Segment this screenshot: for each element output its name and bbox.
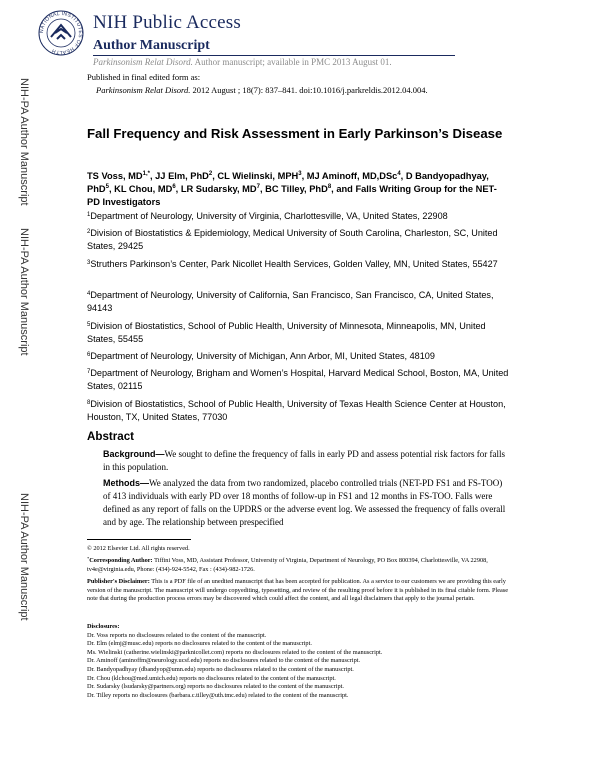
affiliation-number: 3 [87,260,91,266]
affiliation-text: Department of Neurology, University of California, San Francisco, San Francisco, CA, United States, 94143 [87,290,494,313]
affiliation-text: Division of Biostatistics, School of Public Health, University of Texas Health Science Center at Houston, Houston, TX, United States, 77030 [87,399,506,422]
affiliation-number: 2 [87,229,91,235]
disclosure-item: Dr. Chou (klchou@med.umich.edu) reports no disclosures related to the content of the manuscript. [87,674,336,682]
disclosure-item: Dr. Tilley reports no disclosures (barbara.c.tilley@uth.tmc.edu) related to the content of the manuscript. [87,691,349,699]
methods-text: We analyzed the data from two randomized, placebo controlled trials (NET-PD FS1 and FS-TOO) of 413 individuals with early PD over 18 months of follow-up in FS1 and 12 months in FS-TOO. Falls were defined as any report of falls on the UPDRS or the adverse event log. We assessed the frequency of falls overall and by age. The relationship between prespecified [103,478,506,527]
affiliation-text: Division of Biostatistics & Epidemiology, Medical University of South Carolina, Charleston, SC, United States, 29425 [87,228,498,251]
corresponding-label: Corresponding Author: [89,557,153,564]
author-name: JJ Elm, PhD [155,171,209,181]
affiliation-item [87,289,512,314]
disclosure-item: Dr. Bandyopadhyay (dbandyop@umn.edu) reports no disclosures related to the content of the manuscript. [87,665,354,673]
affiliation-text: Department of Neurology, University of Michigan, Ann Arbor, MI, United States, 48109 [90,351,435,361]
abstract-methods [103,477,508,529]
disclosures-label: Disclosures: [87,623,120,630]
abstract-background [103,448,508,474]
side-label: NIH-PA Author Manuscript [18,78,30,206]
disclosure-item: Dr. Sudarsky (lsudarsky@partners.org) reports no disclosures related to the content of the manuscript. [87,683,344,691]
author-group: and Falls Writing Group for the NET-PD Investigators [87,184,497,207]
methods-label: Methods— [103,478,149,488]
abstract-heading: Abstract [87,430,135,443]
affiliation-item [87,320,512,345]
affiliation-text: Department of Neurology, University of Virginia, Charlottesville, VA, United States, 22908 [90,211,448,221]
affiliation-text: Division of Biostatistics, School of Public Health, University of Minnesota, Minneapolis, MN, United States, 55455 [87,321,486,344]
footnote-divider [87,539,191,540]
affiliation-number: 6 [87,352,91,358]
svg-text:NATIONAL INSTITUTES OF HEALTH: NATIONAL INSTITUTES OF HEALTH [38,10,84,56]
author-name: MJ Aminoff, MD,DSc [306,171,398,181]
nih-logo [38,10,84,56]
author-affiliation-marker: 7 [256,184,260,190]
background-text: We sought to define the frequency of falls in early PD and assess potential risk factors for falls in this population. [103,449,505,472]
disclaimer-label: Publisher's Disclaimer: [87,578,150,585]
affiliation-item [87,398,512,423]
disclosure-item: Dr. Aminoff (aminoffm@neurology.ucsf.edu) reports no disclosures related to the content of the manuscript. [87,657,361,665]
citation-journal: Parkinsonism Relat Disord. [96,85,191,95]
author-affiliation-marker: 2 [208,171,213,177]
publication-label: Published in final edited form as: [87,72,201,82]
availability-text: Author manuscript; available in PMC 2013 August 01. [192,57,392,67]
journal-availability-line [93,57,392,67]
author-name: CL Wielinski, MPH [217,171,299,181]
author-name: LR Sudarsky, MD [180,184,257,194]
affiliation-item [87,210,512,223]
side-label: NIH-PA Author Manuscript [18,228,30,356]
affiliation-number: 4 [87,291,91,297]
author-affiliation-marker: 4 [397,171,401,177]
disclosure-item: Dr. Voss reports no disclosures related to the content of the manuscript. [87,631,267,639]
author-name: TS Voss, MD [87,171,143,181]
affiliation-number: 1 [87,212,91,218]
author-name: BC Tilley, PhD [265,184,328,194]
disclosure-item: Ms. Wielinski (catherine.wielinski@parknicollet.com) reports no disclosures related to the content of the manuscript. [87,648,383,656]
corresponding-text: Tiffini Voss, MD, Assistant Professor, University of Virginia, Department of Neurology, PO Box 800394, Charlottesville, VA 22908, tv4e@virginia.edu, Phone: (434)-924-5542, Fax : (434)-982-1726. [87,557,488,573]
copyright-notice: © 2012 Elsevier Ltd. All rights reserved. [87,545,190,552]
disclosure-list [87,632,512,701]
affiliation-text: Department of Neurology, Brigham and Women’s Hospital, Harvard Medical School, Boston, MA, United States, 02115 [87,368,509,391]
author-affiliation-marker: 6 [172,184,176,190]
disclosure-item: Dr. Elm (elmj@musc.edu) reports no disclosures related to the content of the manuscript. [87,640,312,648]
citation-details: 2012 August ; 18(7): 837–841. doi:10.1016/j.parkreldis.2012.04.004. [190,85,428,95]
affiliation-number: 5 [87,322,91,328]
publisher-disclaimer [87,578,512,604]
corresponding-marker: * [87,556,90,561]
background-label: Background— [103,449,165,459]
publication-citation [96,85,428,95]
header-divider [93,55,455,56]
affiliation-item [87,367,512,392]
affiliation-number: 8 [87,400,91,406]
affiliation-item [87,227,512,252]
author-name: KL Chou, MD [114,184,173,194]
affiliation-item [87,258,512,271]
author-affiliation-marker: 8 [327,184,332,190]
journal-name: Parkinsonism Relat Disord. [93,57,193,67]
side-label: NIH-PA Author Manuscript [18,493,30,621]
article-title: Fall Frequency and Risk Assessment in Early Parkinson’s Disease [87,126,503,141]
affiliation-text: Struthers Parkinson’s Center, Park Nicollet Health Services, Golden Valley, MN, United States, 55427 [90,259,498,269]
author-list: TS Voss, $MD^{1,*}$, JJ Elm, PhD$^2$, CL Wielinski, MPH$^3$, MJ Aminoff, MD,DSc$^4$, D Bandyopadhyay, PhD$^5$, KL Chou, $MD^6$, LR Sudarsky, $MD^7$, BC Tilley, PhD$^8$, and Falls Writing Group for the NET-PD Investigators [87,171,497,207]
disclaimer-text: This is a PDF file of an unedited manuscript that has been accepted for publication. As a service to our customers we are providing this early version of the manuscript. The manuscript will undergo copyediting, typesetting, and review of the resulting proof before it is published in its final citable form. Please note that during the production process errors may be discovered which could affect the content, and all legal disclaimers that apply to the journal pertain. [87,578,509,603]
author-affiliation-marker: 3 [298,171,302,177]
affiliation-item [87,350,512,363]
brand-title: NIH Public Access [93,12,241,33]
brand-subtitle: Author Manuscript [93,38,210,53]
author-affiliation-marker: 1,* [142,171,150,177]
affiliation-number: 7 [87,369,91,375]
author-affiliation-marker: 5 [105,184,109,190]
disclosures-block [87,623,512,700]
author-name: D Bandyopadhyay, PhD [87,171,489,194]
corresponding-author-note [87,557,512,574]
